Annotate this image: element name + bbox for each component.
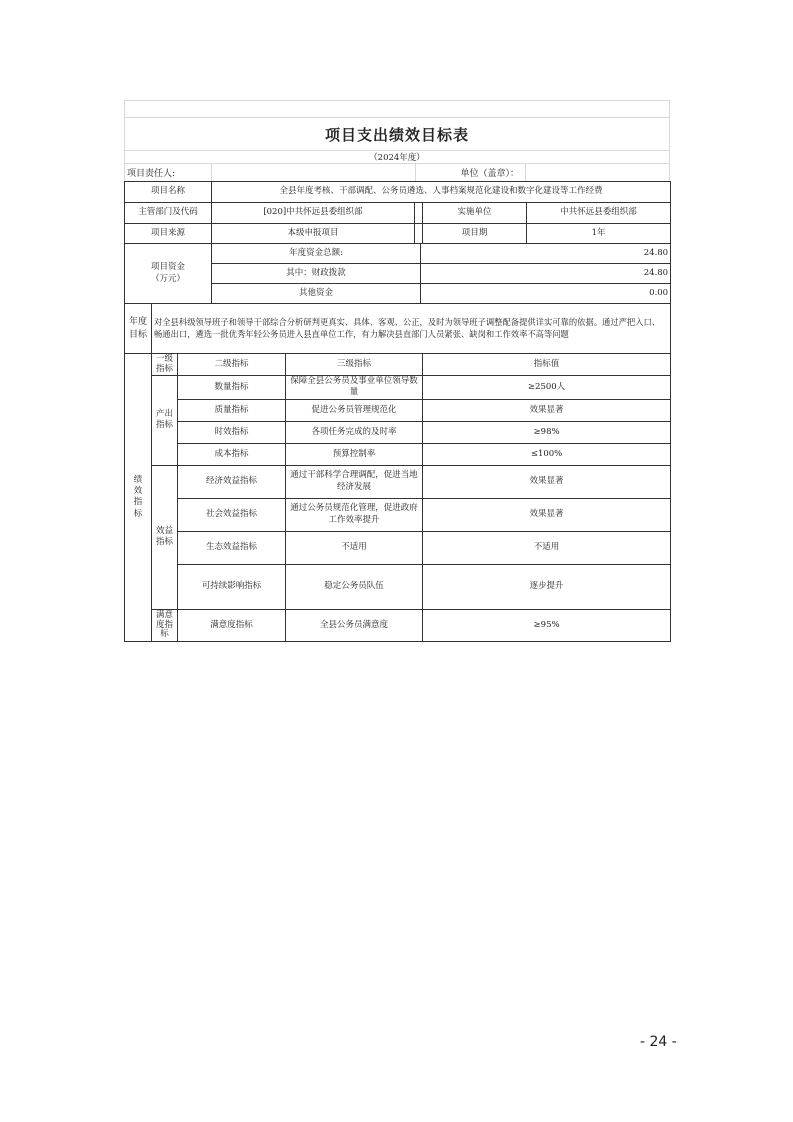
fund-other-value: 0.00 — [421, 284, 671, 304]
benefit-l2: 社会效益指标 — [178, 498, 286, 531]
fund-fiscal-label: 其中：财政拨款 — [212, 264, 421, 284]
responsible-label: 项目责任人: — [125, 164, 212, 181]
table-row — [125, 399, 671, 421]
table-row — [125, 498, 671, 531]
table-row — [125, 465, 671, 498]
output-value: ≥98% — [423, 421, 671, 443]
fund-total-label: 年度资金总额: — [212, 244, 421, 264]
output-value: ≤100% — [423, 443, 671, 465]
source-label: 项目来源 — [125, 224, 212, 244]
table-row — [125, 376, 671, 400]
unit-label: 单位（盖章）： — [416, 164, 526, 181]
impl-label: 实施单位 — [423, 203, 527, 224]
year-label: （2024年度） — [369, 153, 425, 163]
period-value: 1年 — [527, 224, 671, 244]
unit-value — [526, 164, 669, 181]
satisfaction-l2: 满意度指标 — [178, 609, 286, 641]
fund-fiscal-value: 24.80 — [421, 264, 671, 284]
source-value: 本级申报项目 — [212, 224, 415, 244]
goal-table — [124, 181, 671, 642]
output-label: 产出 指标 — [152, 376, 178, 466]
funds-label: 项目资金 （万元） — [125, 244, 212, 304]
benefit-value: 逐步提升 — [423, 564, 671, 609]
benefit-l2: 可持续影响指标 — [178, 564, 286, 609]
period-label-spacer — [415, 224, 423, 244]
output-l2: 成本指标 — [178, 443, 286, 465]
output-value: 效果显著 — [423, 399, 671, 421]
responsible-value — [212, 164, 416, 181]
output-l3: 预算控制率 — [286, 443, 423, 465]
output-l2: 时效指标 — [178, 421, 286, 443]
impl-label-spacer — [415, 203, 423, 224]
output-l3: 各项任务完成的及时率 — [286, 421, 423, 443]
period-label: 项目期 — [423, 224, 527, 244]
dept-value: [020]中共怀远县委组织部 — [212, 203, 415, 224]
table-row — [125, 531, 671, 564]
perf-label: 绩 效 指 标 — [125, 354, 152, 642]
output-l2: 质量指标 — [178, 399, 286, 421]
performance-sheet — [124, 100, 670, 642]
satisfaction-value: ≥95% — [423, 609, 671, 641]
output-l3: 促进公务员管理规范化 — [286, 399, 423, 421]
header-l1: 一级 指标 — [152, 354, 178, 376]
goal-label: 年度 目标 — [125, 304, 152, 354]
dept-label: 主管部门及代码 — [125, 203, 212, 224]
benefit-l2: 生态效益指标 — [178, 531, 286, 564]
benefit-l3: 不适用 — [286, 531, 423, 564]
output-l3: 保障全县公务员及事业单位领导数量 — [286, 376, 423, 400]
output-value: ≥2500人 — [423, 376, 671, 400]
title-row — [124, 117, 670, 150]
benefit-value: 不适用 — [423, 531, 671, 564]
goal-text: 对全县科级领导班子和领导干部综合分析研判更真实、具体、客观、公正，及时为领导班子调整配备提供详实可靠的依据。通过严把入口、畅通出口，遴选一批优秀年轻公务员进入县直单位工作，有力解决县直部门人员紧张、缺岗和工作效率不高等问题 — [152, 304, 671, 354]
header-value: 指标值 — [423, 354, 671, 376]
table-row — [125, 609, 671, 641]
table-row — [125, 421, 671, 443]
year-row — [124, 150, 670, 163]
benefit-l3: 通过公务员规范化管理，促进政府工作效率提升 — [286, 498, 423, 531]
responsible-row — [124, 163, 670, 181]
satisfaction-l3: 全县公务员满意度 — [286, 609, 423, 641]
satisfaction-label: 满意 度指 标 — [152, 609, 178, 641]
page-number: - 24 - — [640, 1034, 677, 1050]
table-row — [125, 564, 671, 609]
sheet-top-row — [124, 100, 670, 117]
table-row — [125, 443, 671, 465]
benefit-l3: 稳定公务员队伍 — [286, 564, 423, 609]
benefit-l3: 通过干部科学合理调配，促进当地经济发展 — [286, 465, 423, 498]
fund-total-value: 24.80 — [421, 244, 671, 264]
benefit-l2: 经济效益指标 — [178, 465, 286, 498]
benefit-value: 效果显著 — [423, 465, 671, 498]
header-l2: 二级指标 — [178, 354, 286, 376]
project-name-label: 项目名称 — [125, 182, 212, 203]
benefit-value: 效果显著 — [423, 498, 671, 531]
fund-other-label: 其他资金 — [212, 284, 421, 304]
benefit-label: 效益 指标 — [152, 465, 178, 609]
header-l3: 三级指标 — [286, 354, 423, 376]
project-name-value: 全县年度考核、干部调配、公务员遴选、人事档案规范化建设和数字化建设等工作经费 — [212, 182, 671, 203]
page-title: 项目支出绩效目标表 — [324, 125, 469, 144]
impl-value: 中共怀远县委组织部 — [527, 203, 671, 224]
output-l2: 数量指标 — [178, 376, 286, 400]
